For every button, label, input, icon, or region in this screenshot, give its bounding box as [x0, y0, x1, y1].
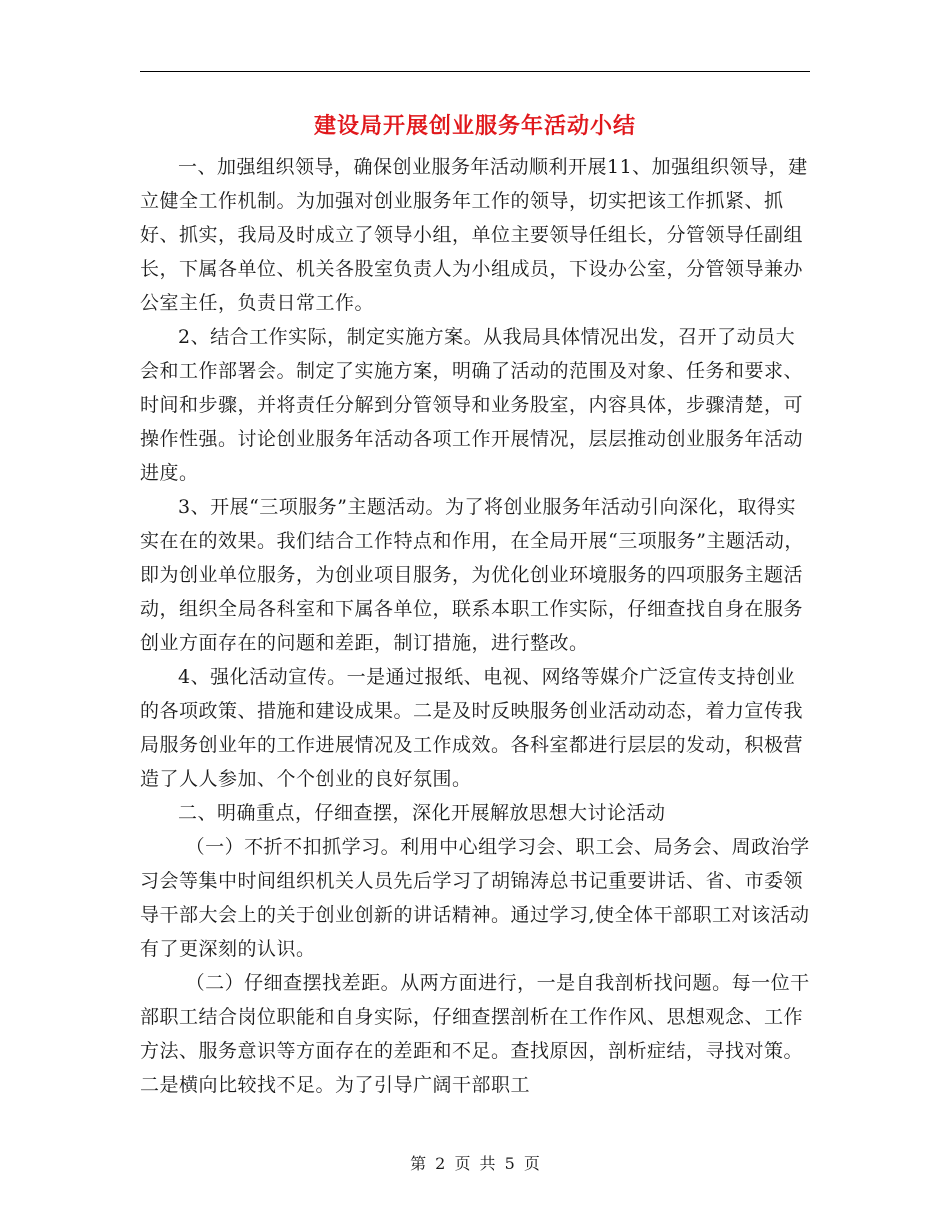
- paragraph-section-1: 一、加强组织领导，确保创业服务年活动顺利开展11、加强组织领导，建立健全工作机制。为加强对创业服务年工作的领导，切实把该工作抓紧、抓好、抓实，我局及时成立了领导小组，单位主要领导任组长，分管领导任副组长，下属各单位、机关各股室负责人为小组成员，下设办公室，分管领导兼办公室主任，负责日常工作。: [140, 156, 808, 314]
- paragraph-item-3: 3、开展“三项服务”主题活动。为了将创业服务年活动引向深化，取得实实在在的效果。我们结合工作特点和作用，在全局开展“三项服务”主题活动，即为创业单位服务，为创业项目服务，为优化创业环境服务的四项服务主题活动，组织全局各科室和下属各单位，联系本职工作实际，仔细查找自身在服务创业方面存在的问题和差距，制订措施，进行整改。: [140, 496, 804, 654]
- header-rule: [140, 71, 810, 72]
- document-body: [140, 150, 812, 1102]
- page-number: 第 2 页 共 5 页: [410, 1154, 540, 1173]
- document-title: 建设局开展创业服务年活动小结: [313, 113, 636, 139]
- paragraph-section-2: 二、明确重点，仔细查摆，深化开展解放思想大讨论活动: [178, 802, 666, 824]
- paragraph-item-2: 2、结合工作实际，制定实施方案。从我局具体情况出发，召开了动员大会和工作部署会。制定了实施方案，明确了活动的范围及对象、任务和要求、时间和步骤，并将责任分解到分管领导和业务股室，内容具体，步骤清楚，可操作性强。讨论创业服务年活动各项工作开展情况，层层推动创业服务年活动进度。: [140, 326, 804, 484]
- paragraph-item-4: 4、强化活动宣传。一是通过报纸、电视、网络等媒介广泛宣传支持创业的各项政策、措施和建设成果。二是及时反映服务创业活动动态，着力宣传我局服务创业年的工作进展情况及工作成效。各科室都进行层层的发动，积极营造了人人参加、个个创业的良好氛围。: [140, 666, 804, 790]
- paragraph-sub-2: （二）仔细查摆找差距。从两方面进行，一是自我剖析找问题。每一位干部职工结合岗位职能和自身实际，仔细查摆剖析在工作作风、思想观念、工作方法、服务意识等方面存在的差距和不足。查找原因，剖析症结，寻找对策。二是横向比较找不足。为了引导广阔干部职工: [140, 972, 810, 1096]
- paragraph-sub-1: （一）不折不扣抓学习。利用中心组学习会、职工会、局务会、周政治学习会等集中时间组织机关人员先后学习了胡锦涛总书记重要讲话、省、市委领导干部大会上的关于创业创新的讲话精神。通过学习,使全体干部职工对该活动有了更深刻的认识。: [140, 836, 810, 960]
